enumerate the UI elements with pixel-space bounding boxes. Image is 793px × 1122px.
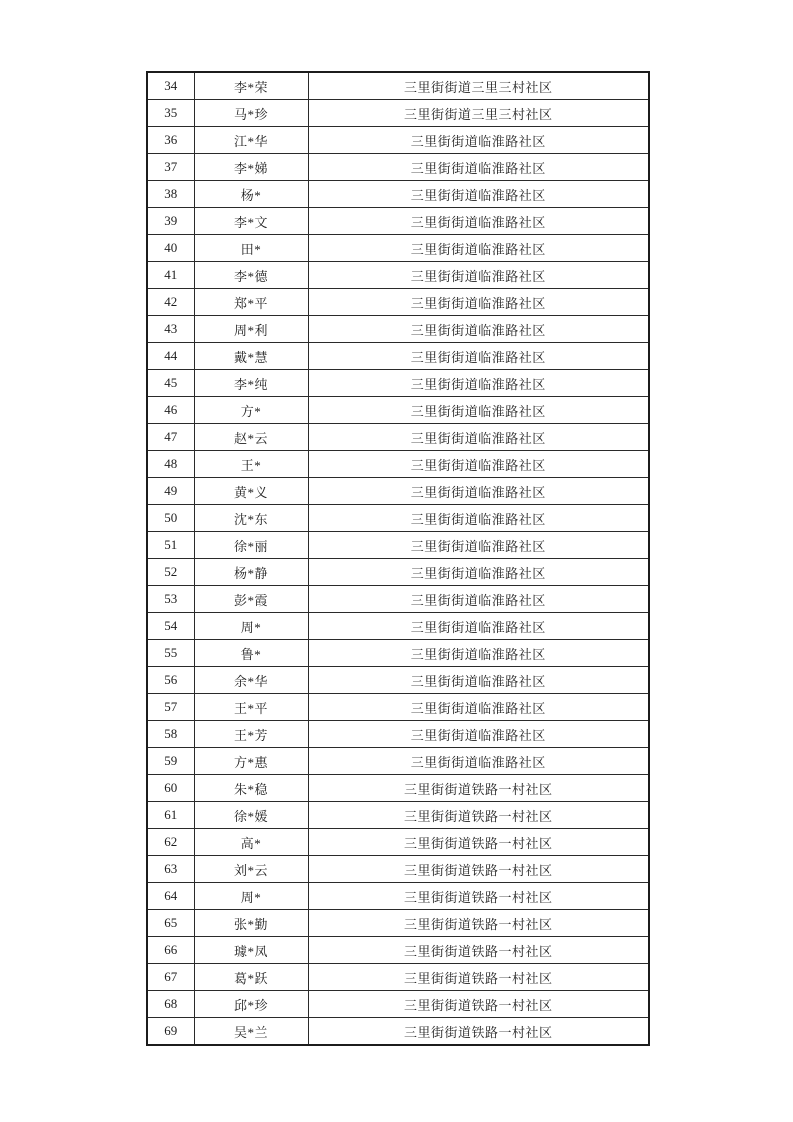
serial-number-cell: 59	[147, 748, 194, 775]
serial-number-cell: 62	[147, 829, 194, 856]
community-cell: 三里街街道临淮路社区	[308, 316, 649, 343]
community-cell: 三里街街道铁路一村社区	[308, 937, 649, 964]
name-cell: 田*	[194, 235, 308, 262]
name-cell: 朱*稳	[194, 775, 308, 802]
name-cell: 王*平	[194, 694, 308, 721]
community-cell: 三里街街道临淮路社区	[308, 613, 649, 640]
name-cell: 马*珍	[194, 100, 308, 127]
name-cell: 余*华	[194, 667, 308, 694]
serial-number-cell: 36	[147, 127, 194, 154]
community-cell: 三里街街道临淮路社区	[308, 343, 649, 370]
serial-number-cell: 37	[147, 154, 194, 181]
name-cell: 璩*凤	[194, 937, 308, 964]
community-cell: 三里街街道临淮路社区	[308, 127, 649, 154]
serial-number-cell: 68	[147, 991, 194, 1018]
table-row	[147, 370, 649, 397]
serial-number-cell: 43	[147, 316, 194, 343]
community-cell: 三里街街道铁路一村社区	[308, 964, 649, 991]
name-cell: 葛*跃	[194, 964, 308, 991]
community-cell: 三里街街道铁路一村社区	[308, 775, 649, 802]
name-cell: 邱*珍	[194, 991, 308, 1018]
serial-number-cell: 39	[147, 208, 194, 235]
table-row	[147, 72, 649, 100]
community-cell: 三里街街道临淮路社区	[308, 289, 649, 316]
serial-number-cell: 67	[147, 964, 194, 991]
community-cell: 三里街街道铁路一村社区	[308, 883, 649, 910]
name-cell: 吴*兰	[194, 1018, 308, 1046]
name-cell: 李*纯	[194, 370, 308, 397]
name-cell: 高*	[194, 829, 308, 856]
serial-number-cell: 46	[147, 397, 194, 424]
community-cell: 三里街街道临淮路社区	[308, 235, 649, 262]
serial-number-cell: 45	[147, 370, 194, 397]
table-row	[147, 451, 649, 478]
table-row	[147, 802, 649, 829]
community-cell: 三里街街道临淮路社区	[308, 640, 649, 667]
serial-number-cell: 35	[147, 100, 194, 127]
serial-number-cell: 34	[147, 72, 194, 100]
serial-number-cell: 64	[147, 883, 194, 910]
serial-number-cell: 48	[147, 451, 194, 478]
name-cell: 王*	[194, 451, 308, 478]
table-row	[147, 154, 649, 181]
table-row	[147, 316, 649, 343]
community-cell: 三里街街道临淮路社区	[308, 208, 649, 235]
name-cell: 彭*霞	[194, 586, 308, 613]
table-row	[147, 991, 649, 1018]
serial-number-cell: 69	[147, 1018, 194, 1046]
name-cell: 杨*	[194, 181, 308, 208]
name-cell: 方*	[194, 397, 308, 424]
name-cell: 徐*丽	[194, 532, 308, 559]
table-row	[147, 856, 649, 883]
table-row	[147, 478, 649, 505]
name-cell: 黄*义	[194, 478, 308, 505]
community-cell: 三里街街道临淮路社区	[308, 694, 649, 721]
community-cell: 三里街街道临淮路社区	[308, 721, 649, 748]
name-cell: 郑*平	[194, 289, 308, 316]
community-cell: 三里街街道临淮路社区	[308, 559, 649, 586]
name-cell: 刘*云	[194, 856, 308, 883]
serial-number-cell: 61	[147, 802, 194, 829]
name-cell: 周*	[194, 613, 308, 640]
serial-number-cell: 47	[147, 424, 194, 451]
table-row	[147, 964, 649, 991]
community-cell: 三里街街道三里三村社区	[308, 100, 649, 127]
table-row	[147, 262, 649, 289]
name-cell: 张*勤	[194, 910, 308, 937]
table-row	[147, 667, 649, 694]
name-cell: 李*荣	[194, 72, 308, 100]
community-cell: 三里街街道临淮路社区	[308, 451, 649, 478]
table-row	[147, 937, 649, 964]
name-cell: 周*利	[194, 316, 308, 343]
community-cell: 三里街街道临淮路社区	[308, 478, 649, 505]
serial-number-cell: 51	[147, 532, 194, 559]
serial-number-cell: 53	[147, 586, 194, 613]
table-row	[147, 586, 649, 613]
table-row	[147, 181, 649, 208]
community-cell: 三里街街道临淮路社区	[308, 748, 649, 775]
community-cell: 三里街街道临淮路社区	[308, 424, 649, 451]
table-row	[147, 343, 649, 370]
serial-number-cell: 66	[147, 937, 194, 964]
name-cell: 戴*慧	[194, 343, 308, 370]
name-cell: 方*惠	[194, 748, 308, 775]
table-row	[147, 721, 649, 748]
serial-number-cell: 60	[147, 775, 194, 802]
table-row	[147, 532, 649, 559]
community-cell: 三里街街道铁路一村社区	[308, 802, 649, 829]
serial-number-cell: 44	[147, 343, 194, 370]
serial-number-cell: 40	[147, 235, 194, 262]
community-cell: 三里街街道临淮路社区	[308, 262, 649, 289]
name-cell: 江*华	[194, 127, 308, 154]
roster-table	[146, 71, 650, 1046]
table-row	[147, 694, 649, 721]
table-row	[147, 775, 649, 802]
table-row	[147, 883, 649, 910]
table-row	[147, 1018, 649, 1046]
roster-table-body	[147, 72, 649, 1045]
name-cell: 徐*媛	[194, 802, 308, 829]
serial-number-cell: 58	[147, 721, 194, 748]
table-row	[147, 208, 649, 235]
community-cell: 三里街街道临淮路社区	[308, 505, 649, 532]
community-cell: 三里街街道铁路一村社区	[308, 1018, 649, 1046]
name-cell: 李*娣	[194, 154, 308, 181]
community-cell: 三里街街道临淮路社区	[308, 667, 649, 694]
name-cell: 李*德	[194, 262, 308, 289]
name-cell: 赵*云	[194, 424, 308, 451]
table-row	[147, 829, 649, 856]
table-row	[147, 100, 649, 127]
community-cell: 三里街街道铁路一村社区	[308, 829, 649, 856]
serial-number-cell: 50	[147, 505, 194, 532]
serial-number-cell: 57	[147, 694, 194, 721]
community-cell: 三里街街道临淮路社区	[308, 532, 649, 559]
community-cell: 三里街街道三里三村社区	[308, 72, 649, 100]
table-row	[147, 640, 649, 667]
serial-number-cell: 52	[147, 559, 194, 586]
community-cell: 三里街街道临淮路社区	[308, 154, 649, 181]
table-row	[147, 397, 649, 424]
serial-number-cell: 41	[147, 262, 194, 289]
serial-number-cell: 54	[147, 613, 194, 640]
name-cell: 沈*东	[194, 505, 308, 532]
community-cell: 三里街街道铁路一村社区	[308, 856, 649, 883]
table-row	[147, 505, 649, 532]
name-cell: 李*文	[194, 208, 308, 235]
table-row	[147, 127, 649, 154]
serial-number-cell: 55	[147, 640, 194, 667]
serial-number-cell: 65	[147, 910, 194, 937]
table-row	[147, 910, 649, 937]
table-row	[147, 559, 649, 586]
serial-number-cell: 49	[147, 478, 194, 505]
community-cell: 三里街街道临淮路社区	[308, 370, 649, 397]
serial-number-cell: 63	[147, 856, 194, 883]
serial-number-cell: 42	[147, 289, 194, 316]
table-row	[147, 289, 649, 316]
community-cell: 三里街街道铁路一村社区	[308, 991, 649, 1018]
table-row	[147, 235, 649, 262]
serial-number-cell: 38	[147, 181, 194, 208]
table-row	[147, 613, 649, 640]
serial-number-cell: 56	[147, 667, 194, 694]
community-cell: 三里街街道临淮路社区	[308, 586, 649, 613]
table-row	[147, 748, 649, 775]
community-cell: 三里街街道铁路一村社区	[308, 910, 649, 937]
community-cell: 三里街街道临淮路社区	[308, 397, 649, 424]
name-cell: 王*芳	[194, 721, 308, 748]
community-cell: 三里街街道临淮路社区	[308, 181, 649, 208]
name-cell: 杨*静	[194, 559, 308, 586]
name-cell: 周*	[194, 883, 308, 910]
table-row	[147, 424, 649, 451]
name-cell: 鲁*	[194, 640, 308, 667]
